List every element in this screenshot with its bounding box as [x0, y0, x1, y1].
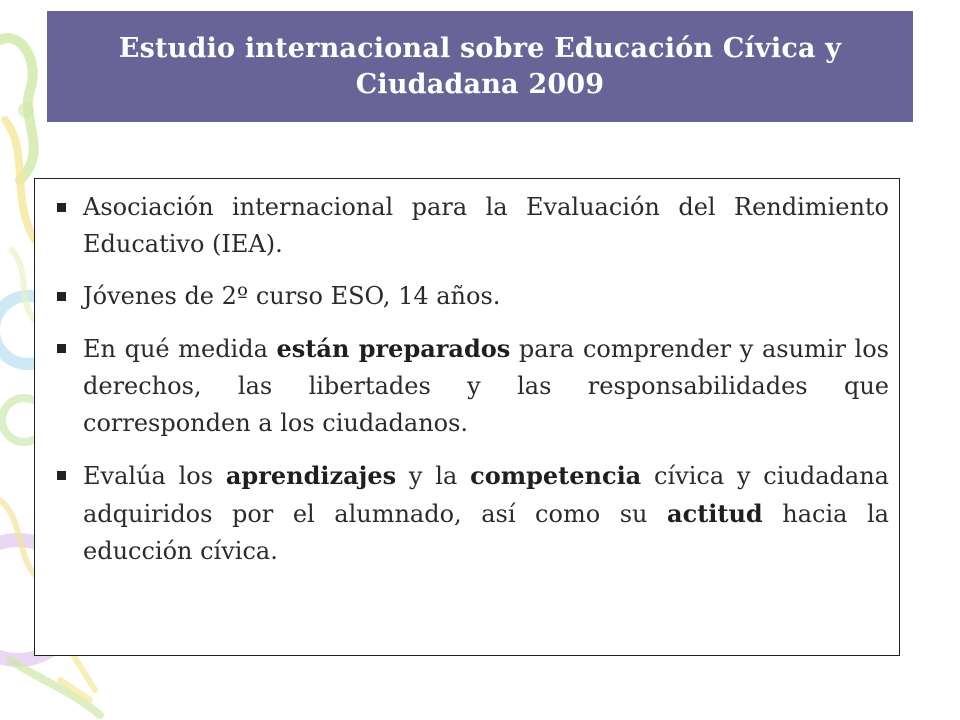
bullet-text: hacia la educción cívica. — [83, 500, 889, 565]
bullet-text: Evalúa los — [83, 462, 226, 490]
bullet-emphasis: actitud — [667, 499, 763, 528]
bullet-item — [53, 330, 889, 442]
bullet-item — [53, 189, 889, 263]
bullet-text: para comprender y asumir los derechos, las libertades y las responsabilidades que corresponden a los ciudadanos. — [83, 335, 889, 437]
bullet-text: cívica y ciudadana adquiridos por el alumnado, así como su — [83, 462, 889, 528]
square-bullet-icon — [57, 344, 66, 353]
slide-title: Estudio internacional sobre Educación Cívica y Ciudadana 2009 — [118, 32, 842, 100]
square-bullet-icon — [57, 471, 66, 480]
slide-title-bar — [47, 11, 913, 122]
square-bullet-icon — [57, 292, 66, 301]
bullet-text: y la — [396, 462, 471, 490]
slide-content-box — [34, 178, 900, 656]
bullet-emphasis: competencia — [470, 461, 642, 490]
bullet-item — [53, 457, 889, 570]
bullet-text: En qué medida — [83, 335, 277, 363]
bullet-text: Jóvenes de 2º curso ESO, 14 años. — [83, 282, 501, 310]
bullet-emphasis: aprendizajes — [225, 461, 397, 490]
square-bullet-icon — [57, 203, 66, 212]
bullet-item — [53, 278, 889, 315]
bullet-text: Asociación internacional para la Evaluación del Rendimiento Educativo (IEA). — [83, 193, 889, 258]
bullet-emphasis: están preparados — [276, 334, 511, 363]
bullet-list — [53, 189, 889, 570]
